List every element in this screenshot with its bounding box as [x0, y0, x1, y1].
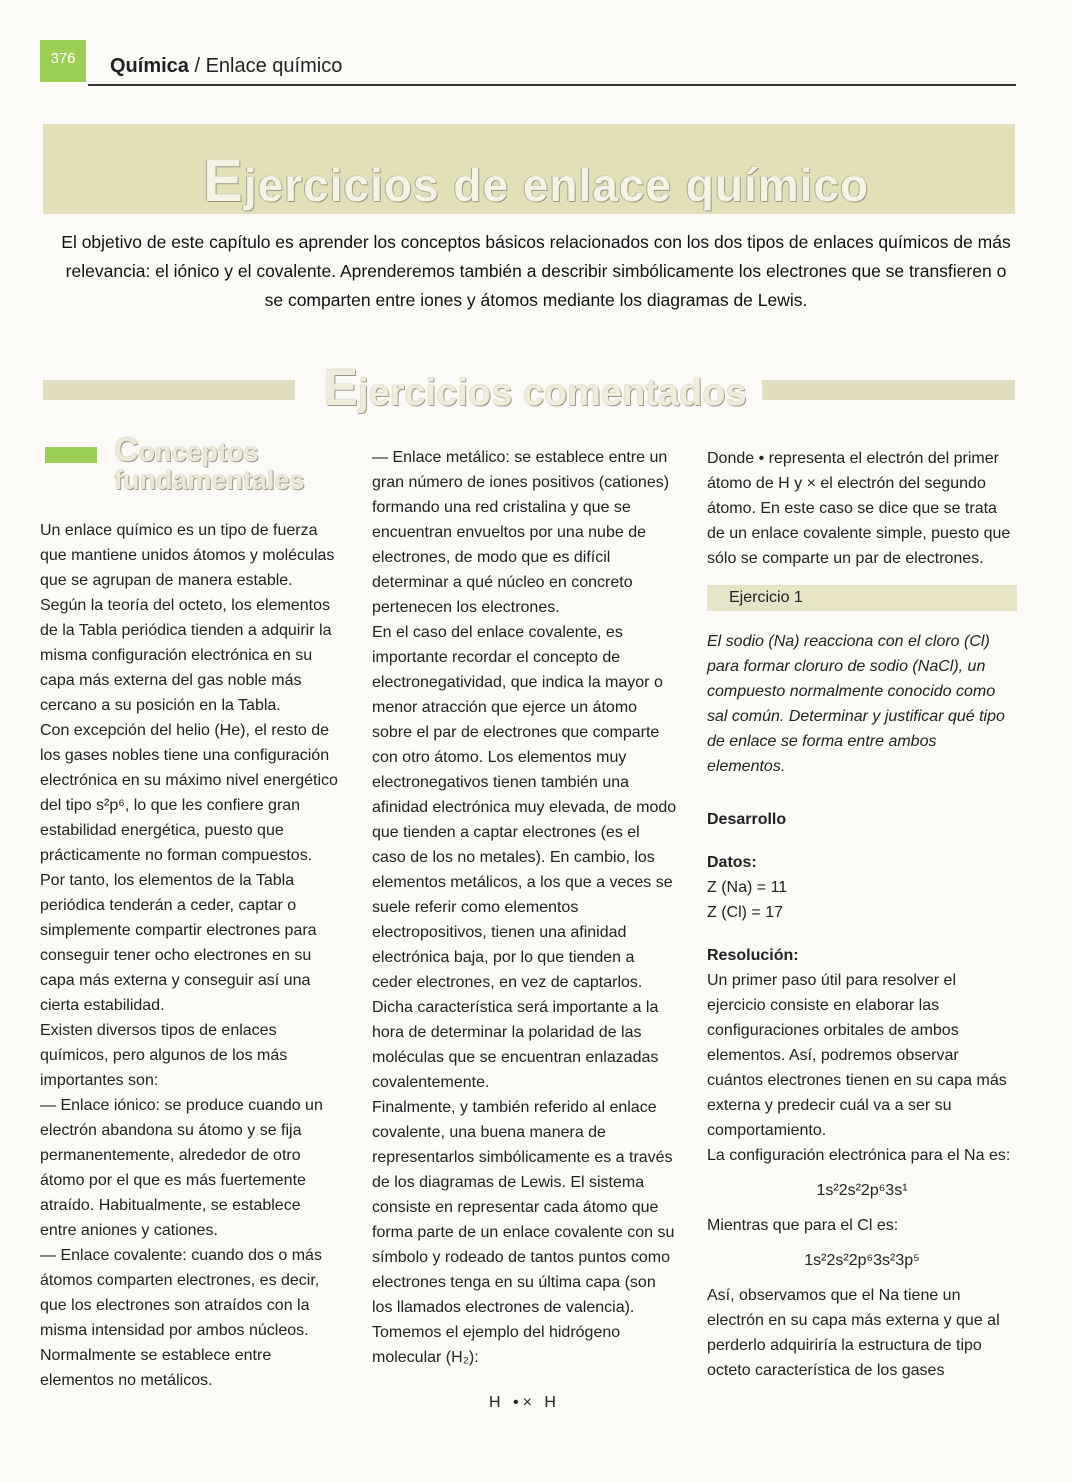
paragraph: — Enlace iónico: se produce cuando un electrón abandona su átomo y se fija permanentemente, alrededor de otro átomo por el que es más fuertemente atraído. Habitualmente, se establece entre aniones y cationes. — [40, 1097, 323, 1239]
formula-na: 1s²2s²2p⁶3s¹ — [816, 1182, 908, 1199]
exercise-label: Ejercicio 1 — [729, 589, 803, 606]
intro-paragraph: El objetivo de este capítulo es aprender los conceptos básicos relacionados con los dos tipos de enlaces químicos de más relevancia: el iónico y el covalente. Aprenderemos también a describir simbólicamente los electrones que se transfieren o se comparten entre iones y átomos mediante los diagramas de Lewis. — [61, 232, 1011, 310]
paragraph: — Enlace metálico: se establece entre un gran número de iones positivos (cationes) formando una red cristalina y que se encuentran envueltos por una nube de electrones, de modo que es difícil determinar a qué núcleo en concreto pertenecen los electrones. — [372, 449, 670, 616]
concepts-line1: onceptos — [138, 437, 259, 467]
header-rule — [88, 84, 1016, 86]
datos-cl: Z (Cl) = 17 — [707, 904, 784, 921]
page-number: 376 — [50, 50, 76, 67]
datos-na: Z (Na) = 11 — [707, 879, 788, 896]
paragraph: Finalmente, y también referido al enlace covalente, una buena manera de representarlos simbólicamente es a través de los diagramas de Lewis. El sistema consiste en representar cada átomo que forma parte de un enlace covalente con su símbolo y rodeado de tantos puntos como electrones tenga en su última capa (son los llamados electrones de valencia). Tomemos el ejemplo del hidrógeno molecular (H₂): — [372, 1099, 675, 1366]
paragraph: La configuración electrónica para el Na es: — [707, 1147, 1011, 1164]
chapter-title: Enlace químico — [205, 55, 343, 77]
section-initial: E — [323, 359, 359, 417]
concepts-marker — [45, 447, 97, 463]
paragraph: Con excepción del helio (He), el resto de los gases nobles tiene una configuración electrónica en su máximo nivel energético del tipo s²p⁶, lo que les confiere gran estabilidad energética, puesto que prácticamente no forman compuestos. — [40, 722, 338, 864]
concepts-line2: fundamentales — [114, 465, 305, 495]
paragraph: Un primer paso útil para resolver el ejercicio consiste en elaborar las configuraciones orbitales de ambos elementos. Así, podremos observar cuántos electrones tienen en su capa más externa y predecir cuál va a ser su comportamiento. — [707, 972, 1007, 1139]
paragraph: Dicha característica será importante a la hora de determinar la polaridad de las moléculas que se encuentran enlazadas covalentemente. — [372, 999, 659, 1091]
page-title — [0, 146, 1072, 215]
desarrollo-heading: Desarrollo — [707, 811, 787, 828]
column-3 — [707, 446, 1017, 1383]
paragraph: Existen diversos tipos de enlaces químicos, pero algunos de los más importantes son: — [40, 1022, 288, 1089]
book-title: Química — [110, 55, 189, 77]
paragraph: Un enlace químico es un tipo de fuerza que mantiene unidos átomos y moléculas que se agrupan de manera estable. Según la teoría del octeto, los elementos de la Tabla periódica tienden a adquirir la misma configuración electrónica en su capa más externa del gas noble más cercano a su posición en la Tabla. — [40, 522, 335, 714]
running-header — [110, 55, 342, 78]
paragraph: Así, observamos que el Na tiene un electrón en su capa más externa y que al perderlo adquiriría la estructura de tipo octeto característica de los gases — [707, 1287, 1000, 1379]
paragraph: En el caso del enlace covalente, es importante recordar el concepto de electronegatividad, que indica la mayor o menor atracción que ejerce un átomo sobre el par de electrones que comparte con otro átomo. Los elementos muy electronegativos tienen también una afinidad electrónica muy elevada, de modo que tienden a captar electrones (es el caso de los no metales). En cambio, los elementos metálicos, a los que a veces se suele referir como elementos electropositivos, tienen una afinidad electrónica baja, por lo que tienden a ceder electrones, en vez de captarlos. — [372, 624, 677, 991]
concepts-initial: C — [114, 431, 139, 469]
section-rest: jercicios comentados — [358, 372, 747, 414]
paragraph: — Enlace covalente: cuando dos o más átomos comparten electrones, es decir, que los electrones son atraídos con la misma intensidad por ambos núcleos. Normalmente se establece entre elementos no metálicos. — [40, 1247, 322, 1389]
section-title — [300, 358, 770, 418]
column-2 — [372, 445, 677, 1415]
paragraph: Donde • representa el electrón del primer átomo de H y × el electrón del segundo átomo. En este caso se dice que se trata de un enlace covalente simple, puesto que sólo se comparte un par de electrones. — [707, 450, 1011, 567]
resolucion-heading: Resolución: — [707, 947, 799, 964]
exercise-label-box — [707, 585, 1017, 611]
section-bar-left — [43, 380, 295, 400]
section-bar-right — [762, 380, 1015, 400]
header-separator: / — [188, 55, 206, 77]
formula-cl: 1s²2s²2p⁶3s²3p⁵ — [804, 1252, 920, 1269]
paragraph: Mientras que para el Cl es: — [707, 1217, 899, 1234]
paragraph: Por tanto, los elementos de la Tabla periódica tenderán a ceder, captar o simplemente compartir electrones para conseguir tener ocho electrones en su capa más externa y conseguir así una cierta estabilidad. — [40, 872, 317, 1014]
column-1 — [40, 518, 340, 1393]
concepts-heading — [114, 431, 305, 495]
title-initial: E — [202, 147, 244, 214]
exercise-statement: El sodio (Na) reacciona con el cloro (Cl) para formar cloruro de sodio (NaCl), un compuesto normalmente conocido como sal común. Determinar y justificar qué tipo de enlace se forma entre ambos elementos. — [707, 633, 1005, 775]
lewis-diagram: H •× H — [489, 1394, 560, 1411]
title-rest: jercicios de enlace químico — [243, 159, 870, 211]
datos-heading: Datos: — [707, 854, 757, 871]
